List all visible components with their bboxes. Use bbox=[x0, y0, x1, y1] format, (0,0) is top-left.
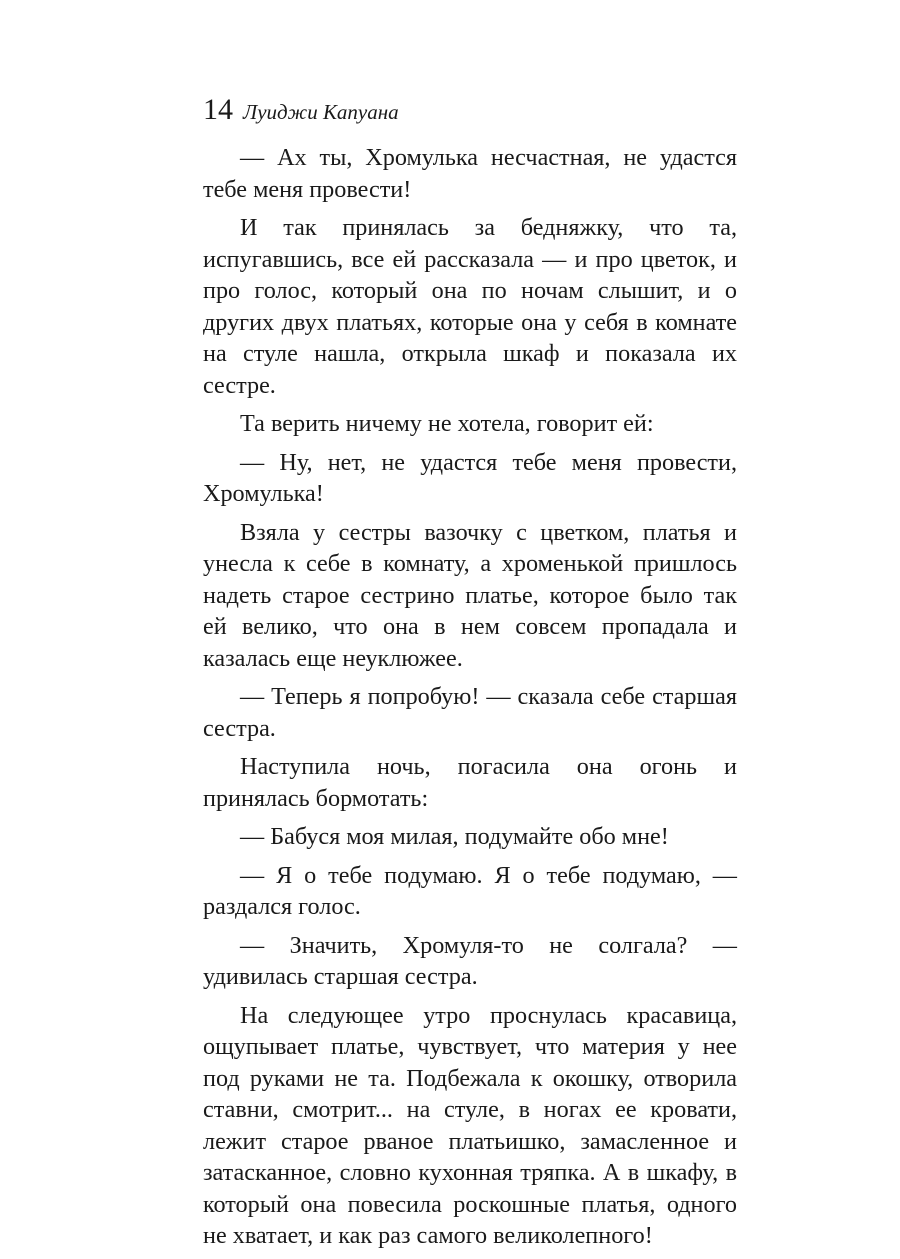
paragraph: И так принялась за бедняжку, что та, испугавшись, все ей рассказала — и про цветок, и про голос, который она по ночам слышит, и о других двух платьях, которые она у себя в комнате на стуле нашла, открыла шкаф и показала их сестре. bbox=[203, 214, 737, 399]
paragraph: На следующее утро проснулась красавица, ощупывает платье, чувствует, что материя у нее под руками не та. Подбежала к окошку, отворила ставни, смотрит... на стуле, в ногах ее кровати, лежит старое рваное платьишко, замасленное и затасканное, словно кухонная тряпка. А в шкафу, в который она повесила роскошные платья, одного не хватает, и как раз самого великолепного! bbox=[203, 1001, 737, 1249]
paragraph: — Я о тебе подумаю. Я о тебе подумаю, — раздался голос. bbox=[203, 861, 737, 920]
running-header bbox=[203, 90, 743, 130]
paragraph: — Бабуся моя милая, подумайте обо мне! bbox=[240, 823, 669, 850]
running-header-author: Луиджи Капуана bbox=[243, 100, 399, 124]
paragraph: Наступила ночь, погасила она огонь и принялась бормотать: bbox=[203, 753, 737, 812]
body-text bbox=[203, 142, 737, 1259]
paragraph: Та верить ничему не хотела, говорит ей: bbox=[240, 410, 654, 437]
paragraph: — Теперь я попробую! — сказала себе старшая сестра. bbox=[203, 683, 737, 742]
paragraph: — Ну, нет, не удастся тебе меня провести, Хромулька! bbox=[203, 448, 737, 507]
paragraph: — Ах ты, Хромулька несчастная, не удастся тебе меня провести! bbox=[203, 144, 737, 203]
paragraph: — Значить, Хромуля-то не солгала? — удивилась старшая сестра. bbox=[203, 931, 737, 990]
paragraph: Взяла у сестры вазочку с цветком, платья и унесла к себе в комнату, а хроменькой пришлось надеть старое сестрино платье, которое было так ей велико, что она в нем совсем пропадала и казалась еще неуклюжее. bbox=[203, 518, 737, 672]
page-number: 14 bbox=[203, 93, 233, 126]
